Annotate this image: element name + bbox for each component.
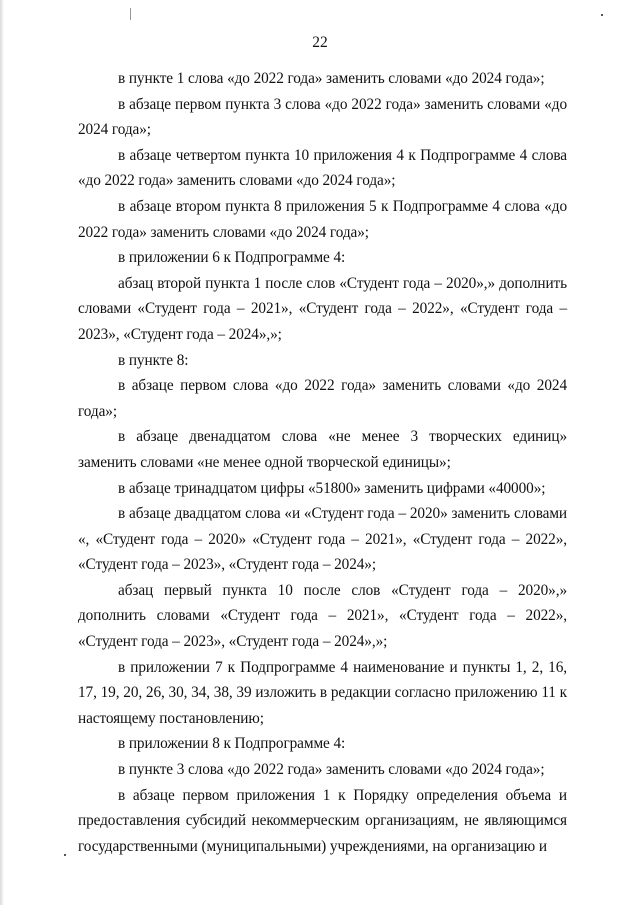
paragraph: в пункте 1 слова «до 2022 года» заменить словами «до 2024 года»; bbox=[118, 70, 545, 87]
paragraph: в абзаце первом приложения 1 к Порядку определения объема и предоставления субсидий некоммерческим организациям, не являющимся государственными (муниципальными) учреждениями, на организацию и bbox=[78, 786, 567, 855]
document-body bbox=[78, 66, 567, 859]
paragraph: в абзаце первом слова «до 2022 года» заменить словами «до 2024 года»; bbox=[78, 377, 567, 420]
paragraph: в абзаце четвертом пункта 10 приложения 4 к Подпрограмме 4 слова «до 2022 года» заменить словами «до 2024 года»; bbox=[78, 146, 567, 190]
paragraph: в абзаце двенадцатом слова «не менее 3 творческих единиц» заменить словами «не менее одной творческой единицы»; bbox=[78, 428, 567, 471]
paragraph: в абзаце первом пункта 3 слова «до 2022 года» заменить словами «до 2024 года»; bbox=[78, 95, 567, 139]
paragraph: в пункте 8: bbox=[118, 351, 189, 369]
scan-artifact bbox=[601, 14, 603, 16]
paragraph: в пункте 3 слова «до 2022 года» заменить словами «до 2024 года»; bbox=[118, 761, 545, 779]
paragraph: абзац первый пункта 10 после слов «Студент года – 2020»,» дополнить словами «Студент года – 2021», «Студент года – 2022», «Студент года – 2023», «Студент года – 2024»,»; bbox=[78, 581, 567, 651]
paragraph: в приложении 8 к Подпрограмме 4: bbox=[118, 735, 346, 753]
scan-artifact bbox=[64, 854, 66, 856]
paragraph: в абзаце тринадцатом цифры «51800» заменить цифрами «40000»; bbox=[118, 479, 546, 497]
scan-artifact bbox=[130, 8, 131, 20]
paragraph: в приложении 6 к Подпрограмме 4: bbox=[118, 249, 346, 267]
paragraph: абзац второй пункта 1 после слов «Студент года – 2020»,» дополнить словами «Студент года – 2021», «Студент года – 2022», «Студент года – 2023», «Студент года – 2024»,»; bbox=[78, 274, 567, 343]
scan-edge-shadow bbox=[0, 0, 4, 905]
page-number: 22 bbox=[312, 34, 328, 51]
paragraph: в абзаце двадцатом слова «и «Студент года – 2020» заменить словами «, «Студент года – 2020» «Студент года – 2021», «Студент года – 2022», «Студент года – 2023», «Студент года – 2024»; bbox=[78, 505, 567, 574]
paragraph: в приложении 7 к Подпрограмме 4 наименование и пункты 1, 2, 16, 17, 19, 20, 26, 30, 34, 38, 39 изложить в редакции согласно приложению 11 к настоящему постановлению; bbox=[78, 658, 567, 727]
paragraph: в абзаце втором пункта 8 приложения 5 к Подпрограмме 4 слова «до 2022 года» заменить словами «до 2024 года»; bbox=[78, 197, 567, 241]
